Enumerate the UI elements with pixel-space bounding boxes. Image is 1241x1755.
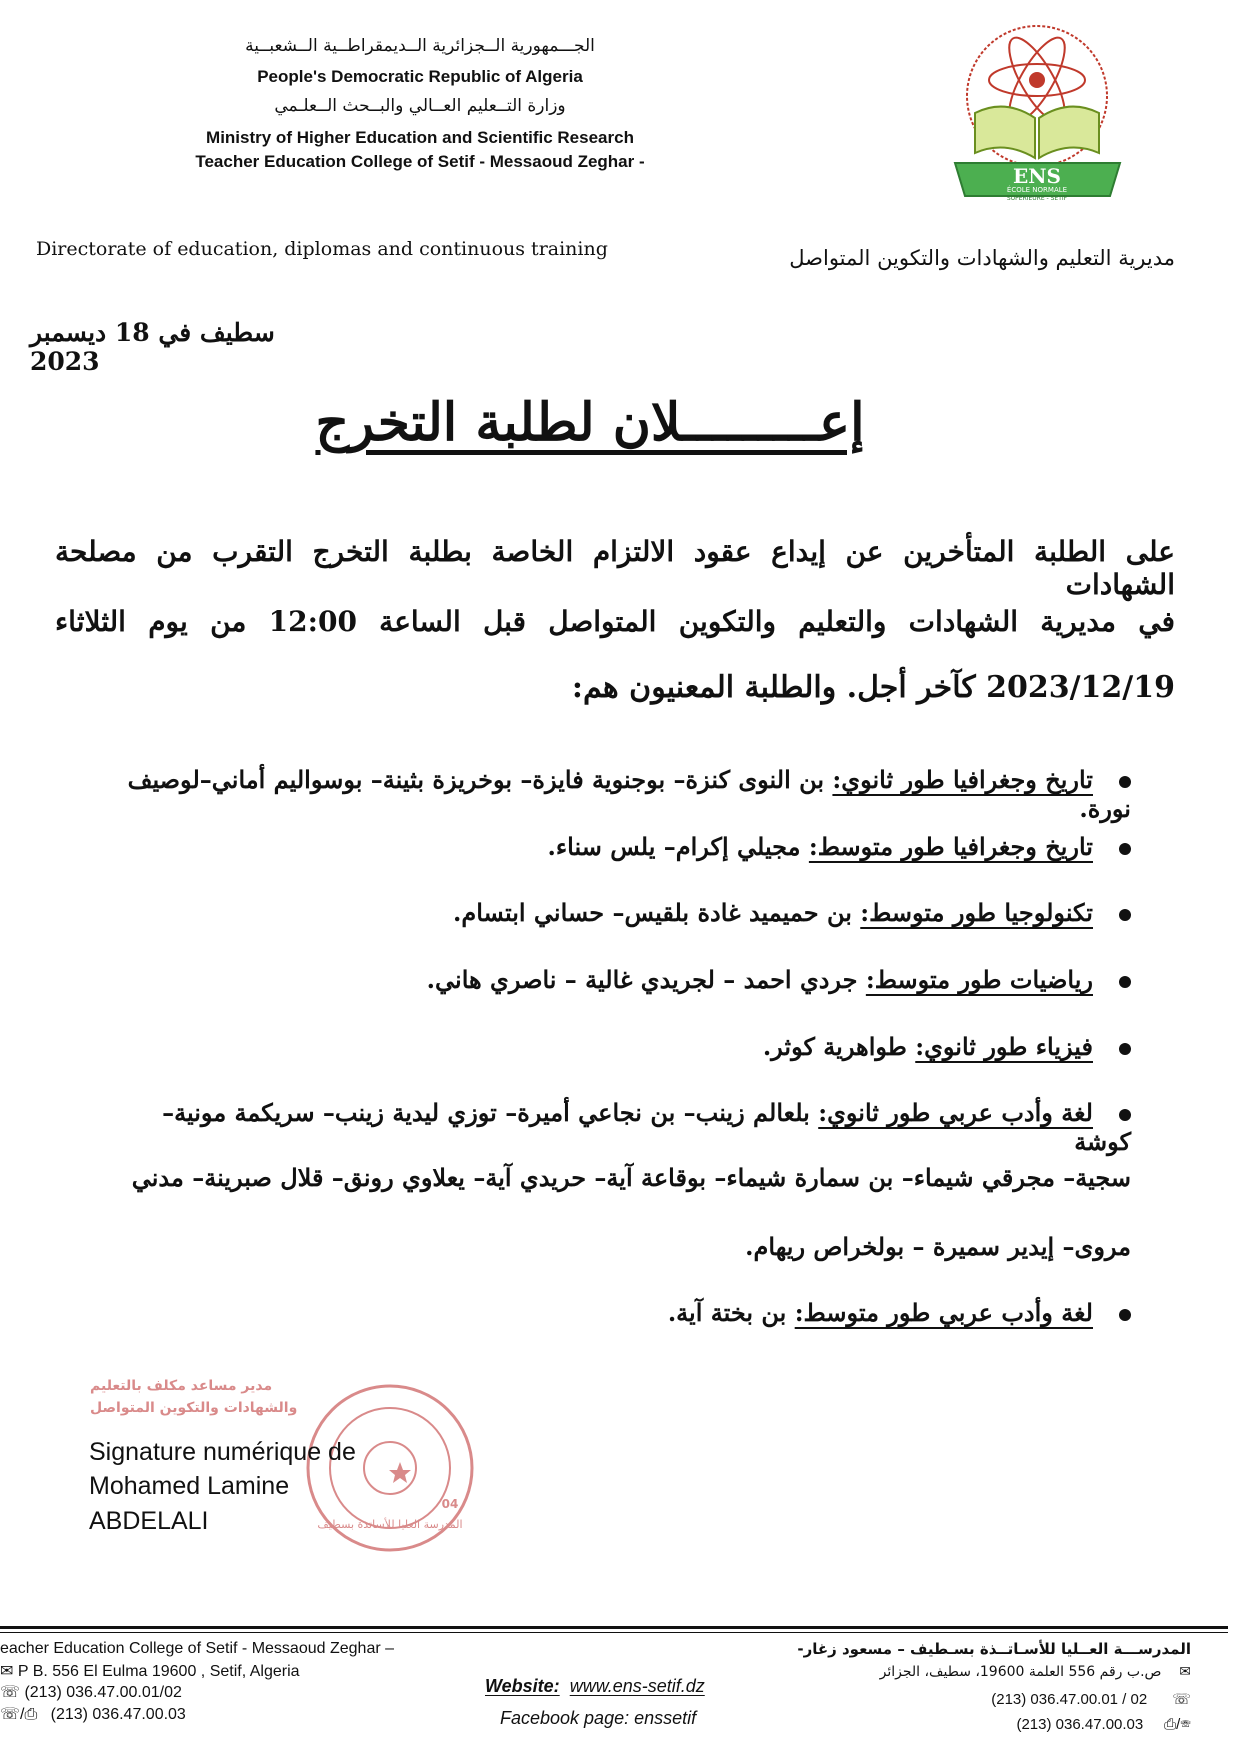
list-item (101, 1032, 1131, 1061)
list-item (101, 832, 1131, 861)
website-link[interactable]: www.ens-setif.dz (569, 1676, 705, 1696)
list-item-continuation: مروى– إيدير سميرة – بولخراص ريهام. (745, 1232, 1131, 1261)
ens-logo (935, 18, 1140, 213)
bullet-icon (1119, 1109, 1131, 1121)
list-item-continuation: سجية– مجرقي شيماء– بن سمارة شيماء– بوقاعة آية– حريدي آية– يعلاوي رونق– قلال صبرينة– مدني (131, 1163, 1131, 1192)
footer-fax-arabic (771, 1716, 1191, 1733)
item-names: بن حميميد غادة بلقيس– حساني ابتسام. (453, 898, 861, 927)
ens-logo-graphic (935, 18, 1140, 213)
item-label: فيزياء طور ثانوي: (915, 1032, 1093, 1061)
bullet-icon (1119, 843, 1131, 855)
item-names: مجيلي إكرام– يلس سناء. (547, 832, 809, 861)
bullet-icon (1119, 976, 1131, 988)
logo-ens-text: ENS (1013, 164, 1061, 188)
bullet-icon (1119, 776, 1131, 788)
fax-icon: ⎙/☏ (1164, 1716, 1191, 1733)
list-item (101, 965, 1131, 994)
bullet-icon (1119, 1043, 1131, 1055)
mail-icon: ✉ (1179, 1664, 1191, 1680)
college-english: Teacher Education College of Setif - Messaoud Zeghar - (195, 152, 645, 171)
item-names: بلعالم زينب– بن نجاعي أميرة– توزي ليدية زينب– سريكمة مونية– كوشة (162, 1098, 1131, 1156)
phone-icon: ☏ (1172, 1691, 1191, 1708)
directorate-english: Directorate of education, diplomas and continuous training (36, 238, 608, 260)
logo-line2: SUPÉRIEURE - SETIF (1006, 195, 1068, 202)
stamp-number: 04 (441, 1497, 459, 1511)
footer-address-ar-text: ص.ب رقم 556 العلمة 19600، سطيف، الجزائر (879, 1664, 1162, 1680)
signatory-title-line2: والشهادات والتكوين المتواصل (90, 1400, 298, 1416)
footer-college-english: eacher Education College of Setif - Messaoud Zeghar – (0, 1640, 395, 1657)
footer-divider-thick (0, 1626, 1228, 1629)
list-item (101, 898, 1131, 927)
republic-arabic: الجـــمهورية الــجزائرية الــديمقراطــية الــشعبــية (245, 36, 595, 56)
signature-line-1: Signature numérique de (89, 1438, 356, 1466)
directorate-arabic: مديرية التعليم والشهادات والتكوين المتواصل (789, 246, 1175, 270)
republic-english: People's Democratic Republic of Algeria (257, 67, 583, 86)
ministry-arabic: وزارة التــعليم العــالي والبــحث الــعلـمي (274, 96, 566, 116)
document-date: سطيف في 18 ديسمبر 2023 (30, 318, 275, 376)
fax-separator: / (20, 1706, 25, 1723)
footer-facebook[interactable]: Facebook page: enssetif (500, 1708, 697, 1728)
signatory-title-line1: مدير مساعد مكلف بالتعليم (90, 1378, 273, 1394)
intro-line-3: 2023/12/19 كآخر أجل. والطلبة المعنيون هم: (571, 670, 1175, 705)
intro-line-2: في مديرية الشهادات والتعليم والتكوين المتواصل قبل الساعة 12:00 من يوم الثلاثاء (55, 605, 1176, 638)
footer-divider-thin (0, 1632, 1228, 1633)
item-names: طواهرية كوثر. (762, 1032, 916, 1061)
item-names: بن بختة آية. (667, 1298, 795, 1327)
footer-address-english (0, 1661, 300, 1681)
list-item (101, 1098, 1131, 1156)
list-item (101, 1298, 1131, 1327)
footer-fax-ar-text: (213) 036.47.00.03 (1016, 1716, 1144, 1733)
footer-fax-text: (213) 036.47.00.03 (50, 1706, 186, 1723)
logo-line1: ÉCOLE NORMALE (1006, 186, 1068, 194)
mail-icon: ✉ (0, 1663, 18, 1680)
footer-website (485, 1676, 705, 1697)
phone-icon: ☏ (0, 1684, 25, 1701)
bullet-icon (1119, 1309, 1131, 1321)
signature-line-3: ABDELALI (89, 1507, 209, 1535)
item-label: لغة وأدب عربي طور ثانوي: (818, 1098, 1093, 1127)
footer-fax-english (0, 1704, 186, 1724)
footer-phone-english (0, 1682, 182, 1702)
stamp-text: المدرسة العليا للأساتذة بسطيف (317, 1518, 463, 1531)
item-names: بن النوى كنزة– بوجنوية فايزة– بوخريزة بثينة– بوسواليم أماني–لوصيف نورة. (127, 765, 1131, 823)
ministry-english: Ministry of Higher Education and Scientific Research (206, 128, 634, 147)
footer-phone-ar-text: (213) 036.47.00.01 / 02 (991, 1691, 1148, 1708)
item-label: تاريخ وجغرافيا طور متوسط: (808, 832, 1093, 861)
signature-line-2: Mohamed Lamine (89, 1472, 290, 1500)
title-text: إعـــــــــلان لطلبة التخرج (315, 392, 865, 453)
fax-icon: ⎙ (24, 1706, 51, 1723)
intro-line-1: على الطلبة المتأخرين عن إيداع عقود الالتزام الخاصة بطلبة التخرج التقرب من مصلحة الشهادات (55, 535, 1175, 601)
item-label: تكنولوجيا طور متوسط: (860, 898, 1093, 927)
item-label: رياضيات طور متوسط: (865, 965, 1093, 994)
list-item (101, 765, 1131, 823)
footer-phone-arabic (771, 1690, 1191, 1708)
item-label: لغة وأدب عربي طور متوسط: (794, 1298, 1093, 1327)
footer-phone-text: (213) 036.47.00.01/02 (24, 1684, 182, 1701)
website-label: Website: (485, 1676, 560, 1696)
bullet-icon (1119, 909, 1131, 921)
phone-icon: ☏ (0, 1706, 21, 1723)
footer-address-text: P B. 556 El Eulma 19600 , Setif, Algeria (17, 1663, 300, 1680)
page-title (280, 392, 900, 453)
item-names: جردي احمد – لجريدي غالية – ناصري هاني. (426, 965, 866, 994)
footer-address-arabic (771, 1664, 1191, 1680)
footer-college-arabic: المدرســـة العــليا للأسـاتــذة بسـطيف – مسعود زغار- (797, 1640, 1191, 1658)
item-label: تاريخ وجغرافيا طور ثانوي: (832, 765, 1093, 794)
